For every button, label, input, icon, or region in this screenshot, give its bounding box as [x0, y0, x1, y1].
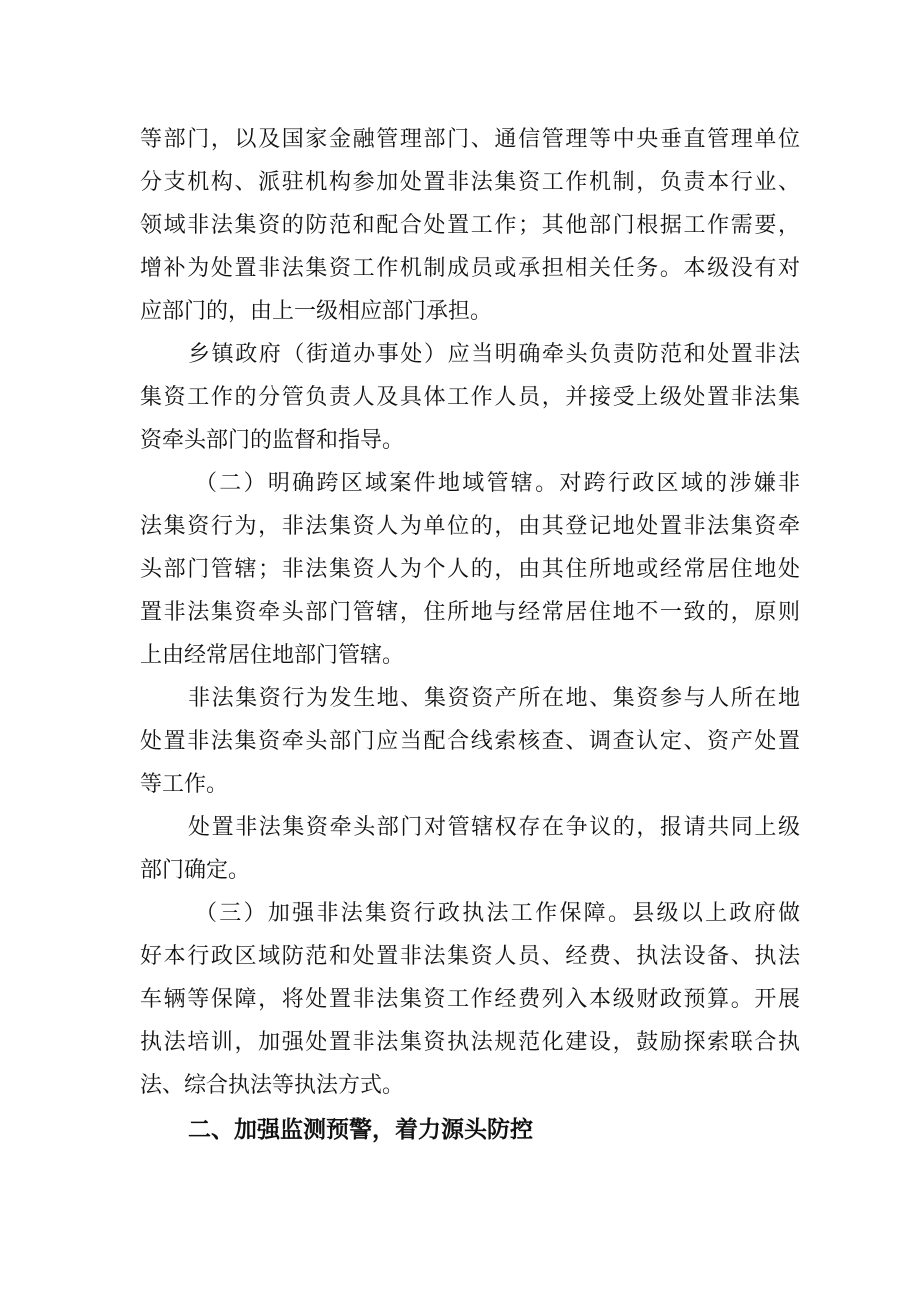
- text-line: 应部门的，由上一级相应部门承担。: [140, 299, 493, 324]
- paragraph-first-line: 处置非法集资牵头部门对管辖权存在争议的，报请共同上级: [188, 815, 800, 840]
- text-line: 资牵头部门的监督和指导。: [140, 428, 405, 453]
- text-line: 车辆等保障，将处置非法集资工作经费列入本级财政预算。开展: [140, 987, 800, 1012]
- paragraph-first-line: 乡镇政府（街道办事处）应当明确牵头负责防范和处置非法: [188, 342, 800, 367]
- paragraph-first-line: 非法集资行为发生地、集资资产所在地、集资参与人所在地: [188, 686, 800, 711]
- text-line: 等工作。: [140, 772, 229, 797]
- text-line: 头部门管辖；非法集资人为个人的，由其住所地或经常居住地处: [140, 557, 800, 582]
- text-line: 集资工作的分管负责人及具体工作人员，并接受上级处置非法集: [140, 385, 800, 410]
- text-line: 领域非法集资的防范和配合处置工作；其他部门根据工作需要，: [140, 213, 800, 238]
- text-line: 增补为处置非法集资工作机制成员或承担相关任务。本级没有对: [140, 256, 800, 281]
- text-line: 置非法集资牵头部门管辖，住所地与经常居住地不一致的，原则: [140, 600, 800, 625]
- section-subheading-line: （二）明确跨区域案件地域管辖。对跨行政区域的涉嫌非: [195, 471, 800, 496]
- text-line: 执法培训，加强处置非法集资执法规范化建设，鼓励探索联合执: [140, 1030, 800, 1055]
- text-line: 上由经常居住地部门管辖。: [140, 643, 405, 668]
- text-line: 法集资行为，非法集资人为单位的，由其登记地处置非法集资牵: [140, 514, 800, 539]
- text-line: 部门确定。: [140, 858, 251, 883]
- section-subheading-line: （三）加强非法集资行政执法工作保障。县级以上政府做: [195, 901, 800, 926]
- text-line: 处置非法集资牵头部门应当配合线索核查、调查认定、资产处置: [140, 729, 800, 754]
- text-line: 分支机构、派驻机构参加处置非法集资工作机制，负责本行业、: [140, 170, 800, 195]
- text-line: 好本行政区域防范和处置非法集资人员、经费、执法设备、执法: [140, 944, 800, 969]
- text-line: 法、综合执法等执法方式。: [140, 1073, 405, 1098]
- text-line: 等部门，以及国家金融管理部门、通信管理等中央垂直管理单位: [140, 127, 800, 152]
- section-heading: 二、加强监测预警，着力源头防控: [188, 1117, 533, 1143]
